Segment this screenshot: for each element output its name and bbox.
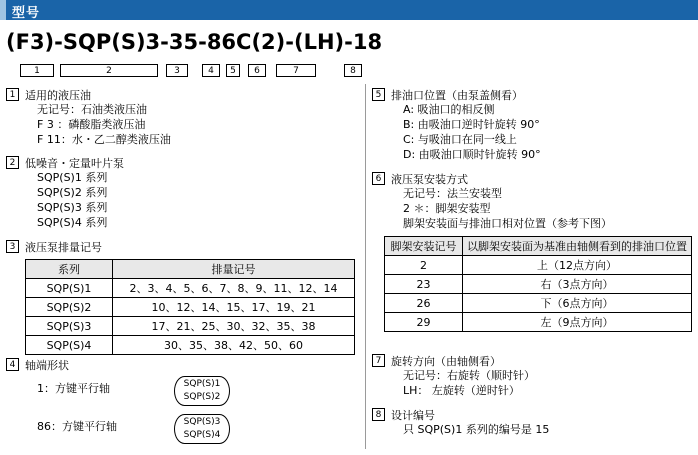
table-row (385, 294, 692, 313)
col-header-foot-position: 以脚架安装面为基准由轴侧看到的排油口位置 (463, 237, 692, 256)
section-title-3: 液压泵排量记号 (25, 241, 102, 254)
port-option-c: C: 与吸油口在同一线上 (403, 133, 517, 146)
shaft-option-2-series-group (174, 414, 230, 444)
table-row (26, 336, 355, 355)
cell-foot-symbol-2: 23 (385, 275, 463, 294)
col-header-displacement: 排量记号 (113, 260, 355, 279)
cell-foot-symbol-4: 29 (385, 313, 463, 332)
page-title: 型号 (12, 6, 41, 21)
section-title-2: 低噪音・定量叶片泵 (25, 157, 124, 170)
table-row (385, 313, 692, 332)
section-lines-7 (391, 368, 535, 398)
cell-foot-position-4: 左（9点方向） (463, 313, 692, 332)
cell-foot-symbol-3: 26 (385, 294, 463, 313)
segment-marker-4: 4 (202, 64, 220, 77)
mount-option-flange: 无记号：法兰安装型 (403, 187, 502, 200)
shaft-option-1-series-a: SQP(S)1 (183, 379, 221, 389)
port-option-a: A: 吸油口的相反侧 (403, 103, 495, 116)
series-option-sqps2: SQP(S)2 系列 (37, 186, 108, 199)
section-number-3: 3 (6, 240, 19, 253)
segment-marker-6: 6 (248, 64, 266, 77)
column-divider (365, 84, 366, 449)
foot-mount-table (384, 236, 692, 332)
shaft-option-1-row (25, 380, 110, 396)
segment-marker-8: 8 (344, 64, 362, 77)
col-header-series: 系列 (26, 260, 113, 279)
section-number-7: 7 (372, 354, 385, 367)
section-title-5: 排油口位置（由泵盖侧看） (391, 89, 523, 102)
cell-displacement-4: 30、35、38、42、50、60 (113, 336, 355, 355)
segment-marker-5: 5 (226, 64, 240, 77)
model-code-segment-markers (0, 64, 698, 78)
port-option-b: B: 由吸油口逆时针旋转 90° (403, 118, 540, 131)
cell-series-4: SQP(S)4 (26, 336, 113, 355)
cell-foot-position-3: 下（6点方向） (463, 294, 692, 313)
design-number-note: 只 SQP(S)1 系列的编号是 15 (403, 423, 550, 436)
section-title-7: 旋转方向（由轴侧看） (391, 355, 501, 368)
mount-option-foot: 2 ＊：脚架安装型 (403, 202, 491, 215)
cell-foot-position-2: 右（3点方向） (463, 275, 692, 294)
section-lines-6 (391, 186, 612, 231)
section-number-2: 2 (6, 156, 19, 169)
section-title-1: 适用的液压油 (25, 89, 91, 102)
rotation-option-right: 无记号：右旋转（顺时针） (403, 369, 535, 382)
section-title-4: 轴端形状 (25, 359, 69, 372)
shaft-option-1-label: 1：方键平行轴 (37, 382, 110, 395)
table-row (26, 279, 355, 298)
segment-marker-7: 7 (276, 64, 316, 77)
cell-displacement-2: 10、12、14、15、17、19、21 (113, 298, 355, 317)
series-option-sqps3: SQP(S)3 系列 (37, 201, 108, 214)
shaft-option-1-series-b: SQP(S)2 (183, 392, 221, 402)
mount-note: 脚架安装面与排油口相对位置（参考下图） (403, 217, 612, 230)
oil-option-f11: F 11：水・乙二醇类液压油 (37, 133, 171, 146)
section-number-4: 4 (6, 358, 19, 371)
table-row (385, 256, 692, 275)
table-row (26, 298, 355, 317)
table-row (26, 317, 355, 336)
cell-series-1: SQP(S)1 (26, 279, 113, 298)
port-option-d: D: 由吸油口顺时针旋转 90° (403, 148, 541, 161)
displacement-table (25, 259, 355, 355)
series-option-sqps4: SQP(S)4 系列 (37, 216, 108, 229)
shaft-option-1-series-group (174, 376, 230, 406)
section-number-5: 5 (372, 88, 385, 101)
header-accent-bar (0, 0, 6, 20)
section-number-8: 8 (372, 408, 385, 421)
segment-marker-1: 1 (20, 64, 54, 77)
section-lines-8 (391, 422, 549, 437)
shaft-option-2-series-a: SQP(S)3 (183, 417, 221, 427)
segment-marker-3: 3 (166, 64, 188, 77)
rotation-option-left: LH： 左旋转（逆时针） (403, 384, 520, 397)
model-code: (F3)-SQP(S)3-35-86C(2)-(LH)-18 (6, 30, 383, 54)
section-title-6: 液压泵安装方式 (391, 173, 468, 186)
shaft-option-2-series-b: SQP(S)4 (183, 430, 221, 440)
cell-displacement-1: 2、3、4、5、6、7、8、9、11、12、14 (113, 279, 355, 298)
cell-displacement-3: 17、21、25、30、32、35、38 (113, 317, 355, 336)
section-lines-2 (25, 170, 107, 230)
oil-option-f3: F 3 ：磷酸脂类液压油 (37, 118, 146, 131)
cell-series-3: SQP(S)3 (26, 317, 113, 336)
cell-series-2: SQP(S)2 (26, 298, 113, 317)
segment-marker-2: 2 (60, 64, 158, 77)
col-header-foot-symbol: 脚架安装记号 (385, 237, 463, 256)
oil-option-mineral: 无记号：石油类液压油 (37, 103, 147, 116)
cell-foot-symbol-1: 2 (385, 256, 463, 275)
shaft-option-2-row (25, 418, 117, 434)
section-title-8: 设计编号 (391, 409, 435, 422)
page-header (0, 0, 698, 20)
shaft-option-2-label: 86：方键平行轴 (37, 420, 117, 433)
table-header-row (26, 260, 355, 279)
table-row (385, 275, 692, 294)
cell-foot-position-1: 上（12点方向） (463, 256, 692, 275)
series-option-sqps1: SQP(S)1 系列 (37, 171, 108, 184)
section-lines-5 (391, 102, 541, 162)
section-number-1: 1 (6, 88, 19, 101)
section-lines-1 (25, 102, 171, 147)
section-number-6: 6 (372, 172, 385, 185)
table-header-row (385, 237, 692, 256)
